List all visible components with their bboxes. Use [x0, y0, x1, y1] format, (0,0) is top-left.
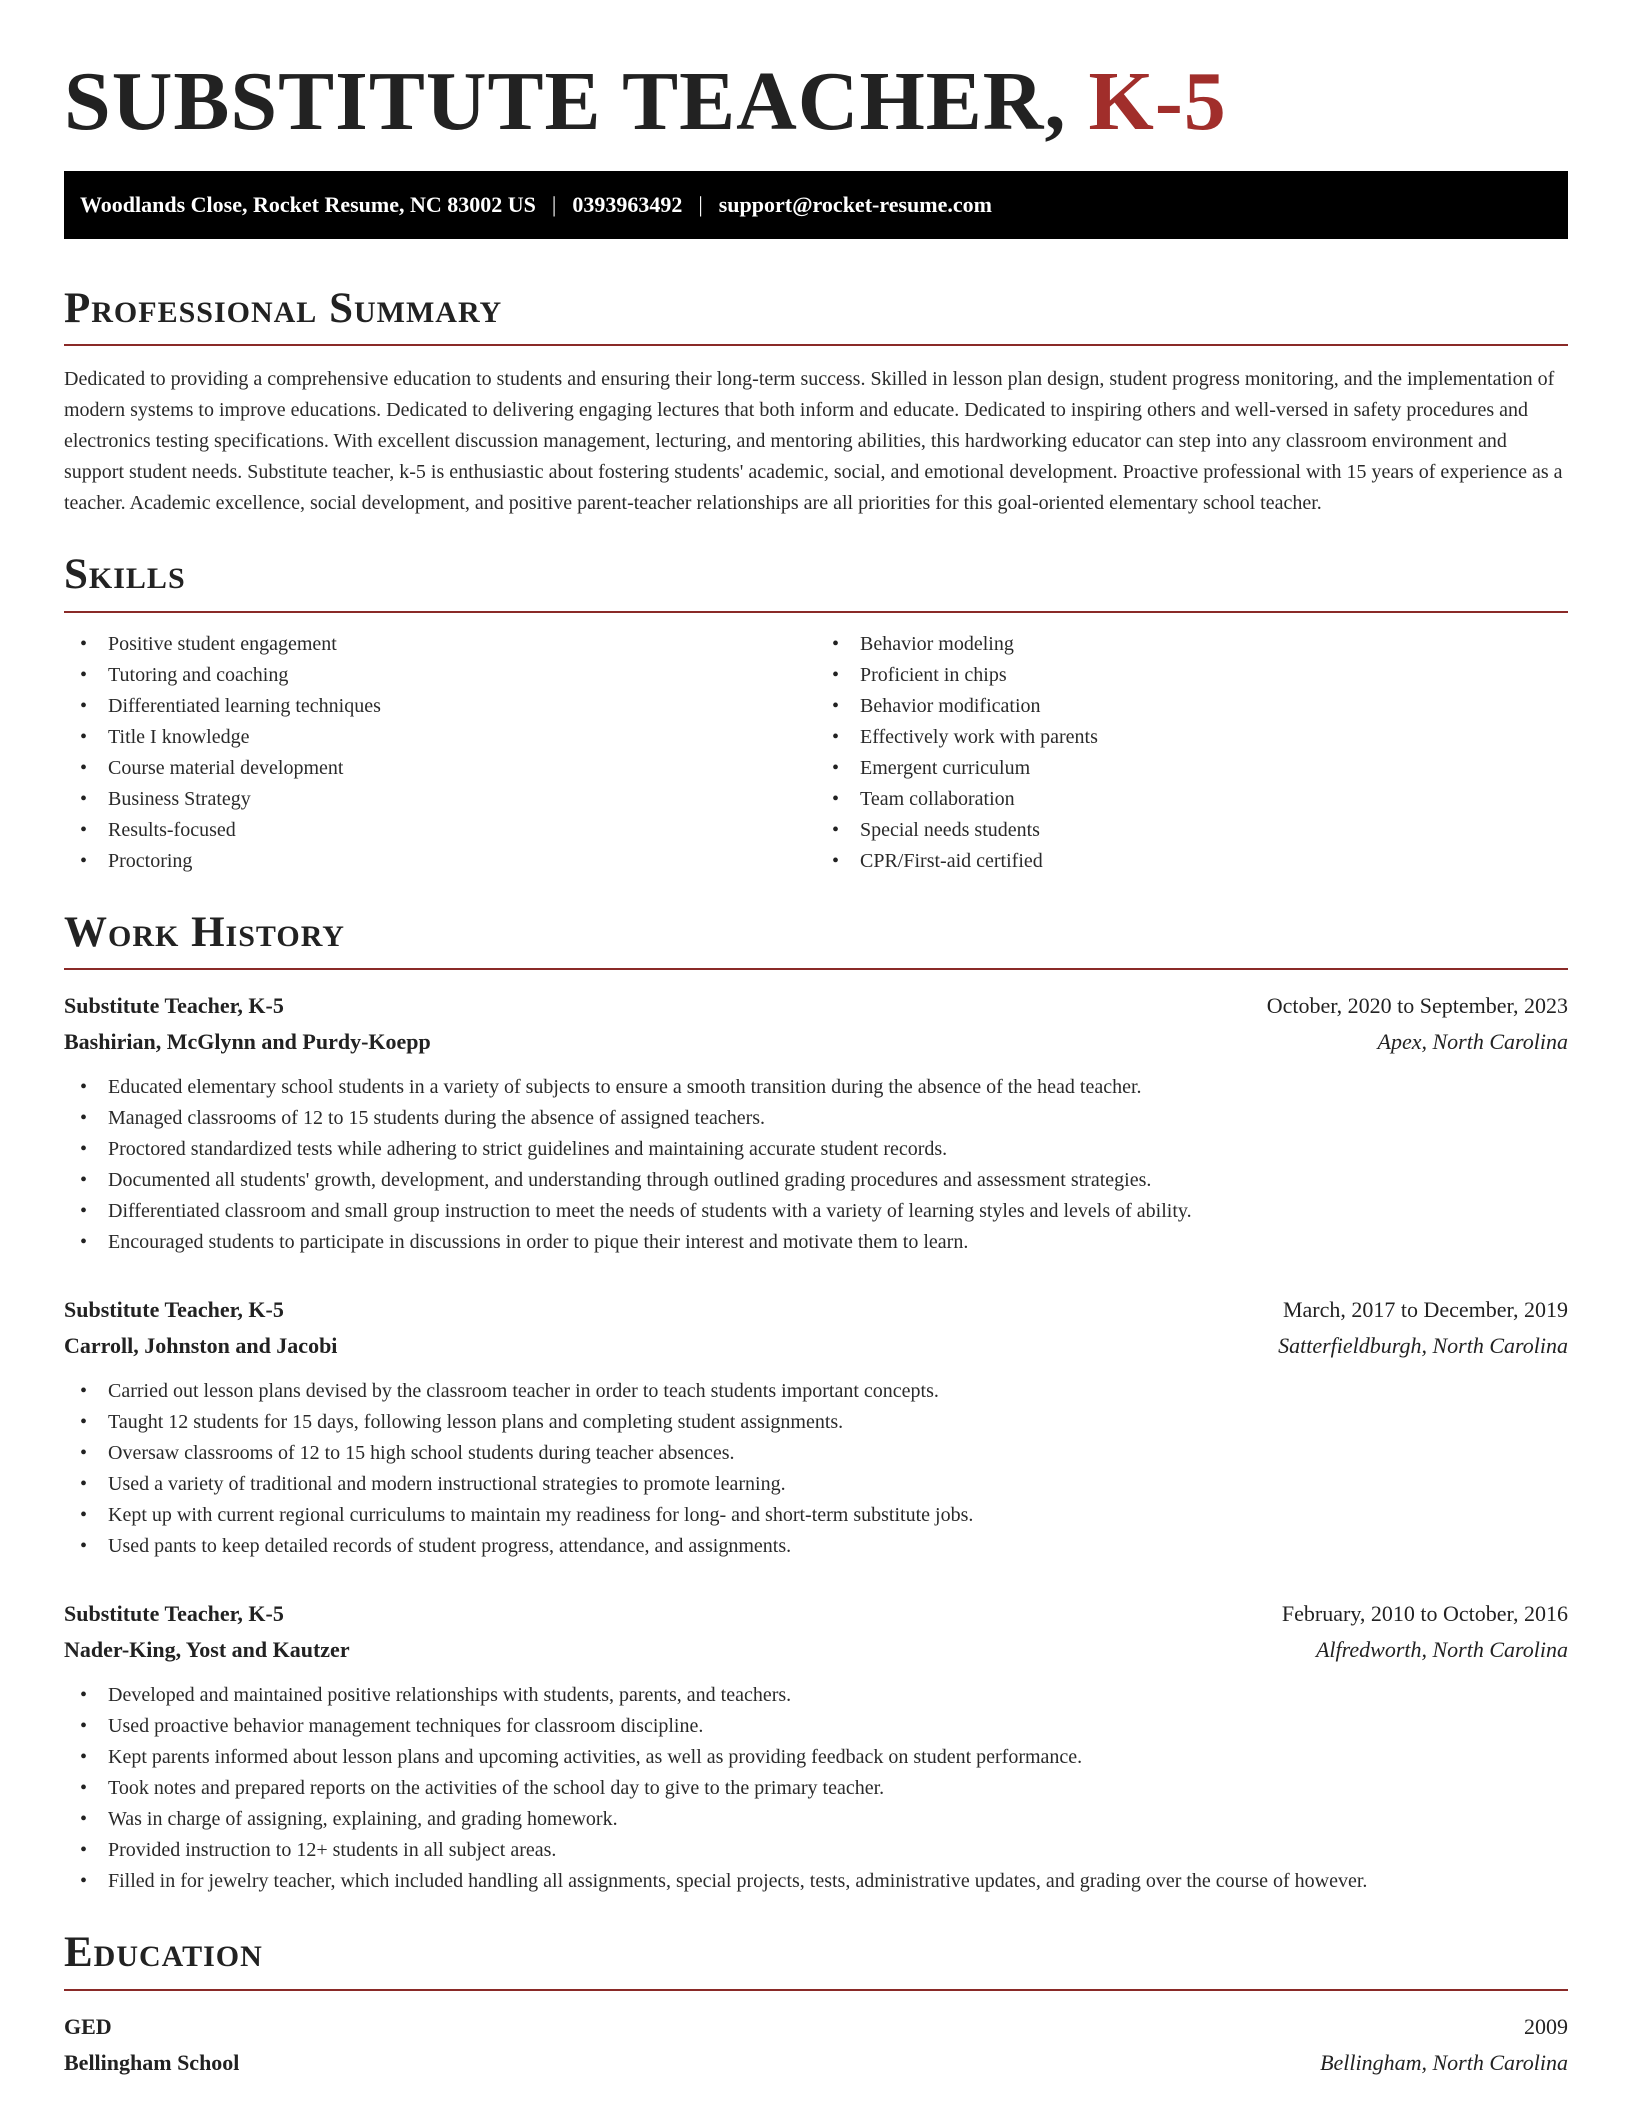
job-dates: February, 2010 to October, 2016: [1281, 1601, 1568, 1627]
skill-item: • Special needs students: [816, 815, 1568, 846]
section-divider: [64, 968, 1568, 970]
job-role: Substitute Teacher, K-5: [64, 1297, 284, 1323]
job-bullets: [64, 1072, 1568, 1258]
skill-item: • Tutoring and coaching: [64, 660, 816, 691]
job-location: Alfredworth, North Carolina: [1315, 1637, 1568, 1663]
job-company: Carroll, Johnston and Jacobi: [64, 1333, 338, 1359]
job-dates: March, 2017 to December, 2019: [1282, 1297, 1568, 1323]
skill-item: • Behavior modification: [816, 691, 1568, 722]
job-header-row: [64, 1292, 1568, 1328]
job-bullet: • Managed classrooms of 12 to 15 students during the absence of assigned teachers.: [64, 1103, 1568, 1134]
name-accent: K-5: [1088, 55, 1227, 148]
job-bullet: • Took notes and prepared reports on the activities of the school day to give to the primary teacher.: [64, 1773, 1568, 1804]
section-divider: [64, 611, 1568, 613]
section-divider: [64, 1989, 1568, 1991]
job-bullet: • Used pants to keep detailed records of student progress, attendance, and assignments.: [64, 1531, 1568, 1562]
job-company: Nader-King, Yost and Kautzer: [64, 1637, 350, 1663]
skill-item: • Behavior modeling: [816, 629, 1568, 660]
job-location: Satterfieldburgh, North Carolina: [1278, 1333, 1568, 1359]
skills-list-left: [64, 629, 816, 877]
job-company-row: [64, 1632, 1568, 1668]
education-section: [64, 1927, 1568, 2081]
job-role: Substitute Teacher, K-5: [64, 1601, 284, 1627]
education-school-row: [64, 2045, 1568, 2081]
education-school: Bellingham School: [64, 2049, 240, 2075]
job-bullet: • Used proactive behavior management techniques for classroom discipline.: [64, 1711, 1568, 1742]
job-bullet: • Used a variety of traditional and modern instructional strategies to promote learning.: [64, 1469, 1568, 1500]
job-company: Bashirian, McGlynn and Purdy-Koepp: [64, 1029, 431, 1055]
skill-item: • Differentiated learning techniques: [64, 691, 816, 722]
education-entry: [64, 2009, 1568, 2081]
education-year: 2009: [1524, 2013, 1568, 2039]
skill-item: • Course material development: [64, 753, 816, 784]
skill-item: • CPR/First-aid certified: [816, 846, 1568, 877]
work-section: [64, 907, 1568, 1898]
job-bullet: • Provided instruction to 12+ students in all subject areas.: [64, 1835, 1568, 1866]
job-bullet: • Filled in for jewelry teacher, which included handling all assignments, special projects, tests, administrative updates, and grading over the course of however.: [64, 1866, 1568, 1897]
job-bullets: [64, 1680, 1568, 1897]
skill-item: • Results-focused: [64, 815, 816, 846]
contact-email: support@rocket-resume.com: [718, 191, 992, 217]
resume-name: [64, 0, 1568, 151]
contact-bar: [64, 171, 1568, 239]
contact-separator: |: [551, 191, 557, 217]
name-main: SUBSTITUTE TEACHER,: [64, 55, 1067, 148]
job-bullet: • Encouraged students to participate in discussions in order to pique their interest and motivate them to learn.: [64, 1227, 1568, 1258]
skill-item: • Business Strategy: [64, 784, 816, 815]
skill-item: • Proctoring: [64, 846, 816, 877]
job-company-row: [64, 1024, 1568, 1060]
skill-item: • Positive student engagement: [64, 629, 816, 660]
education-location: Bellingham, North Carolina: [1320, 2049, 1568, 2075]
section-divider: [64, 344, 1568, 346]
job-role: Substitute Teacher, K-5: [64, 993, 284, 1019]
skill-item: • Title I knowledge: [64, 722, 816, 753]
education-degree-row: [64, 2009, 1568, 2045]
skills-section: [64, 549, 1568, 877]
education-degree: GED: [64, 2013, 112, 2039]
job-bullet: • Was in charge of assigning, explaining, and grading homework.: [64, 1804, 1568, 1835]
job-location: Apex, North Carolina: [1377, 1029, 1568, 1055]
job-entry: [64, 1292, 1568, 1562]
job-bullet: • Kept up with current regional curriculums to maintain my readiness for long- and short-term substitute jobs.: [64, 1500, 1568, 1531]
job-company-row: [64, 1328, 1568, 1364]
skill-item: • Team collaboration: [816, 784, 1568, 815]
skill-item: • Effectively work with parents: [816, 722, 1568, 753]
skills-list-right: [816, 629, 1568, 877]
contact-address: Woodlands Close, Rocket Resume, NC 83002 US: [80, 191, 536, 217]
skill-item: • Emergent curriculum: [816, 753, 1568, 784]
job-header-row: [64, 1596, 1568, 1632]
job-bullet: • Carried out lesson plans devised by the classroom teacher in order to teach students important concepts.: [64, 1376, 1568, 1407]
contact-phone: 0393963492: [572, 191, 683, 217]
summary-section: [64, 283, 1568, 520]
section-title-work: Work History: [64, 908, 345, 956]
job-bullet: • Taught 12 students for 15 days, following lesson plans and completing student assignments.: [64, 1407, 1568, 1438]
section-title-skills: Skills: [64, 551, 186, 599]
job-bullet: • Oversaw classrooms of 12 to 15 high school students during teacher absences.: [64, 1438, 1568, 1469]
job-bullet: • Documented all students' growth, development, and understanding through outlined grading procedures and assessment strategies.: [64, 1165, 1568, 1196]
job-header-row: [64, 988, 1568, 1024]
job-bullet: • Educated elementary school students in a variety of subjects to ensure a smooth transition during the absence of the head teacher.: [64, 1072, 1568, 1103]
skills-columns: [64, 629, 1568, 877]
job-bullet: • Developed and maintained positive relationships with students, parents, and teachers.: [64, 1680, 1568, 1711]
skill-item: • Proficient in chips: [816, 660, 1568, 691]
section-title-education: Education: [64, 1929, 263, 1977]
job-dates: October, 2020 to September, 2023: [1266, 993, 1568, 1019]
job-bullet: • Differentiated classroom and small group instruction to meet the needs of students with a variety of learning styles and levels of ability.: [64, 1196, 1568, 1227]
summary-text: Dedicated to providing a comprehensive education to students and ensuring their long-term success. Skilled in lesson plan design, student progress monitoring, and the implementation of modern systems to improve educations. Dedicated to delivering engaging lectures that both inform and educate. Dedicated to inspiring others and well-versed in safety procedures and electronics testing specifications. With excellent discussion management, lecturing, and mentoring abilities, this hardworking educator can step into any classroom environment and support student needs. Substitute teacher, k-5 is enthusiastic about fostering students' academic, social, and emotional development. Proactive professional with 15 years of experience as a teacher. Academic excellence, social development, and positive parent-teacher relationships are all priorities for this goal-oriented elementary school teacher.: [64, 368, 1563, 515]
job-bullets: [64, 1376, 1568, 1562]
contact-separator: |: [698, 191, 703, 217]
section-title-summary: Professional Summary: [64, 284, 503, 332]
job-bullet: • Kept parents informed about lesson plans and upcoming activities, as well as providing feedback on student performance.: [64, 1742, 1568, 1773]
job-bullet: • Proctored standardized tests while adhering to strict guidelines and maintaining accurate student records.: [64, 1134, 1568, 1165]
job-entry: [64, 1596, 1568, 1897]
job-entry: [64, 988, 1568, 1258]
